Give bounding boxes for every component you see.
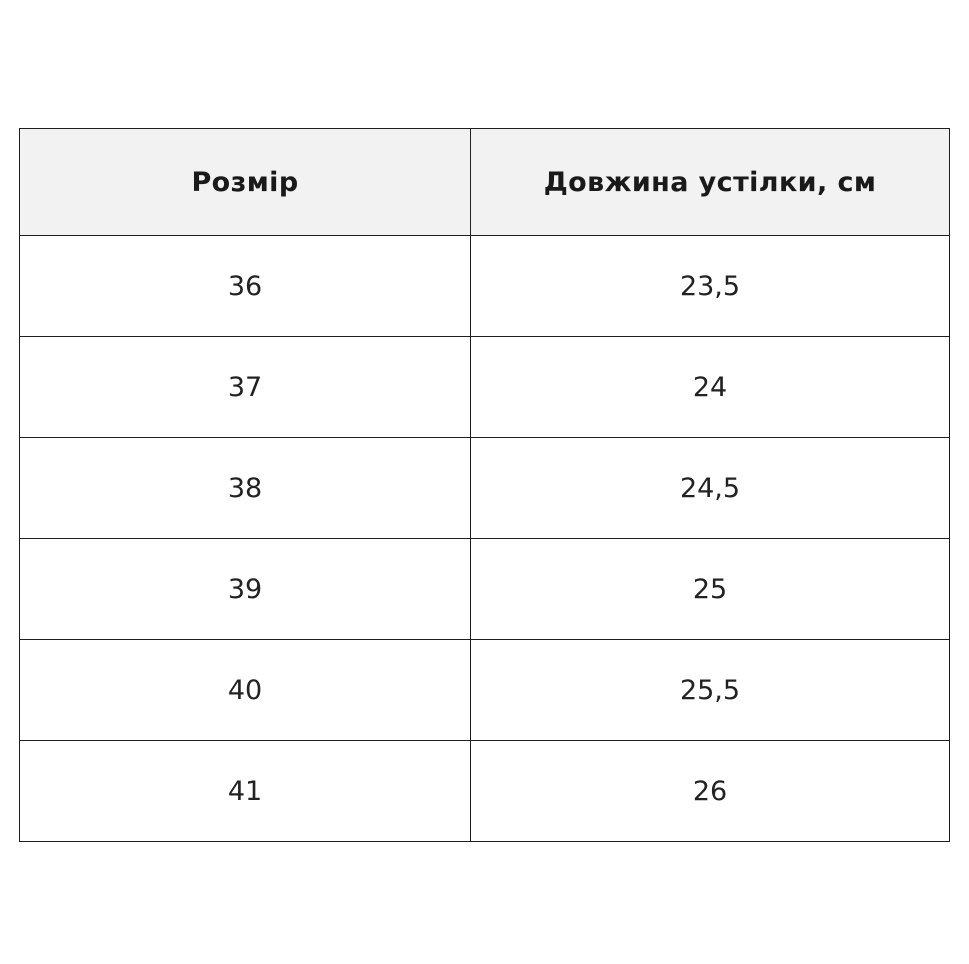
table-body [20,236,950,842]
cell-size: 41 [20,741,471,842]
cell-insole-length: 23,5 [471,236,950,337]
cell-size: 40 [20,640,471,741]
table-header [20,129,950,236]
table-row [20,741,950,842]
table-row [20,640,950,741]
cell-size: 36 [20,236,471,337]
cell-insole-length: 26 [471,741,950,842]
table-row [20,236,950,337]
table-row [20,438,950,539]
table-row [20,337,950,438]
column-header-size: Розмір [20,129,471,236]
cell-size: 39 [20,539,471,640]
table-header-row [20,129,950,236]
cell-insole-length: 25,5 [471,640,950,741]
cell-size: 37 [20,337,471,438]
cell-size: 38 [20,438,471,539]
size-chart-table [19,128,950,842]
cell-insole-length: 24,5 [471,438,950,539]
table-row [20,539,950,640]
cell-insole-length: 24 [471,337,950,438]
column-header-insole-length: Довжина устілки, см [471,129,950,236]
cell-insole-length: 25 [471,539,950,640]
